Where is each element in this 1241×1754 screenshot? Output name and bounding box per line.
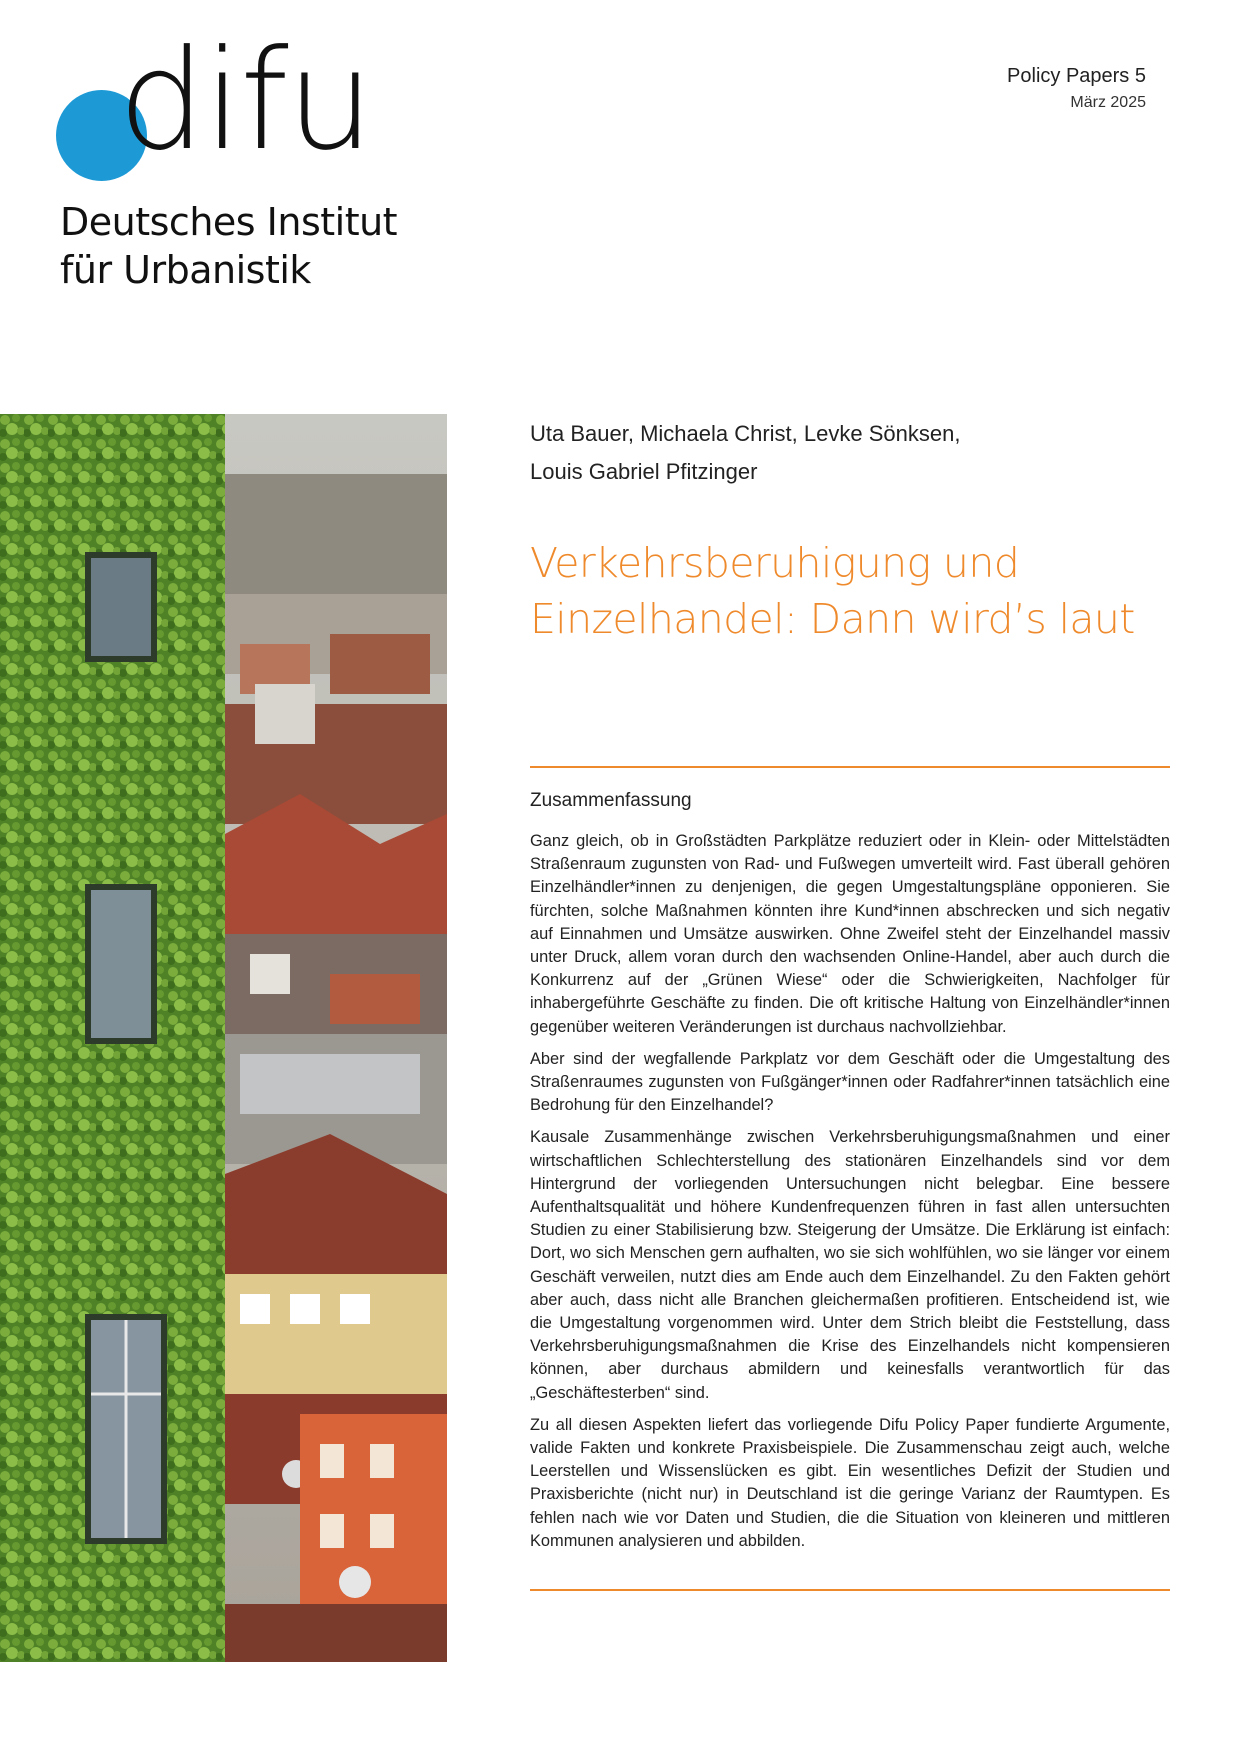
summary-paragraph: Zu all diesen Aspekten liefert das vorliegende Difu Policy Paper fundierte Argumente, valide Fakten und konkrete Praxisbeispiele. Die Zusammenschau zeigt auch, welche Leerstellen und Wissenslücken es gibt. Ein wesentliches Defizit der Studien und Praxisberichte (nicht nur) in Deutschland ist die geringe Varianz der Raumtypen. Es fehlen nach wie vor Daten und Studien, die die Situation von kleineren und mittleren Kommunen analysieren und abbilden. (530, 1415, 1170, 1550)
cover-photo (0, 414, 447, 1662)
summary-heading: Zusammenfassung (530, 790, 692, 811)
publication-date: März 2025 (1070, 94, 1146, 111)
summary-paragraph: Aber sind der wegfallende Parkplatz vor dem Geschäft oder die Umgestaltung des Straßenraumes zugunsten von Fußgänger*innen oder Radfahrer*innen tatsächlich eine Bedrohung für den Einzelhandel? (530, 1049, 1170, 1115)
city-rooftops (225, 474, 447, 1662)
series-info (1007, 63, 1146, 117)
difu-logo (56, 20, 386, 181)
authors-line-2: Louis Gabriel Pfitzinger (530, 459, 758, 484)
series-name: Policy Papers 5 (1007, 65, 1146, 87)
summary-paragraph: Ganz gleich, ob in Großstädten Parkplätze reduziert oder in Klein- oder Mittelstädten Straßenraum zugunsten von Rad- und Fußwegen umverteilt wird. Fast überall gehören Einzelhändler*innen zu denjenigen, die gegen Umgestaltungspläne opponieren. Sie fürchten, solche Maßnahmen könnten ihre Kund*innen abschrecken und sich negativ auf Einnahmen und Umsätze auswirken. Ohne Zweifel steht der Einzelhandel massiv unter Druck, allem voran durch den wachsenden Online-Handel, aber auch durch die Konkurrenz auf der „Grünen Wiese“ oder die Schwierigkeiten, Nachfolger für inhabergeführte Geschäfte zu finden. Die oft kritische Haltung von Einzelhändler*innen gegenüber weiteren Veränderungen ist durchaus nachvollziehbar. (530, 832, 1170, 1036)
institute-name (60, 198, 397, 294)
summary-paragraph: Kausale Zusammenhänge zwischen Verkehrsberuhigungsmaßnahmen und einer wirtschaftlichen Schlechterstellung des stationären Einzelhandels sind vor dem Hintergrund der vorliegenden Untersuchungen nicht belegbar. Eine bessere Aufenthaltsqualität und höhere Kundenfrequenzen führen in fast allen untersuchten Studien zu einer Stabilisierung bzw. Steigerung der Umsätze. Die Erklärung ist einfach: Dort, wo sich Menschen gern aufhalten, wo sie sich wohlfühlen, wo sie länger vor einem Geschäft verweilen, nutzt dies am Ende auch dem Einzelhandel. Zu den Fakten gehört aber auch, dass nicht alle Branchen gleichermaßen profitieren. Entscheidend ist, wie die Umgestaltung vorgenommen wird. Unter dem Strich bleibt die Feststellung, dass Verkehrsberuhigungsmaßnahmen die Krise des Einzelhandels nicht kompensieren können, aber durchaus abmildern und keinesfalls verantwortlich für das „Geschäftesterben“ sind. (530, 1128, 1170, 1402)
cover-photo-illustration (0, 414, 447, 1662)
institute-line-1: Deutsches Institut (60, 200, 398, 244)
summary-bottom-divider (530, 1589, 1170, 1591)
title-line-1: Verkehrsberuhigung und (530, 539, 1020, 587)
authors-line-1: Uta Bauer, Michaela Christ, Levke Sönksen, (530, 421, 961, 446)
authors (530, 415, 1170, 491)
logo-wordmark: difu (118, 20, 372, 181)
document-title (530, 535, 1180, 647)
summary-section (530, 788, 1170, 1562)
summary-top-divider (530, 766, 1170, 768)
title-line-2: Einzelhandel: Dann wird’s laut (530, 595, 1135, 643)
institute-line-2: für Urbanistik (60, 248, 311, 292)
